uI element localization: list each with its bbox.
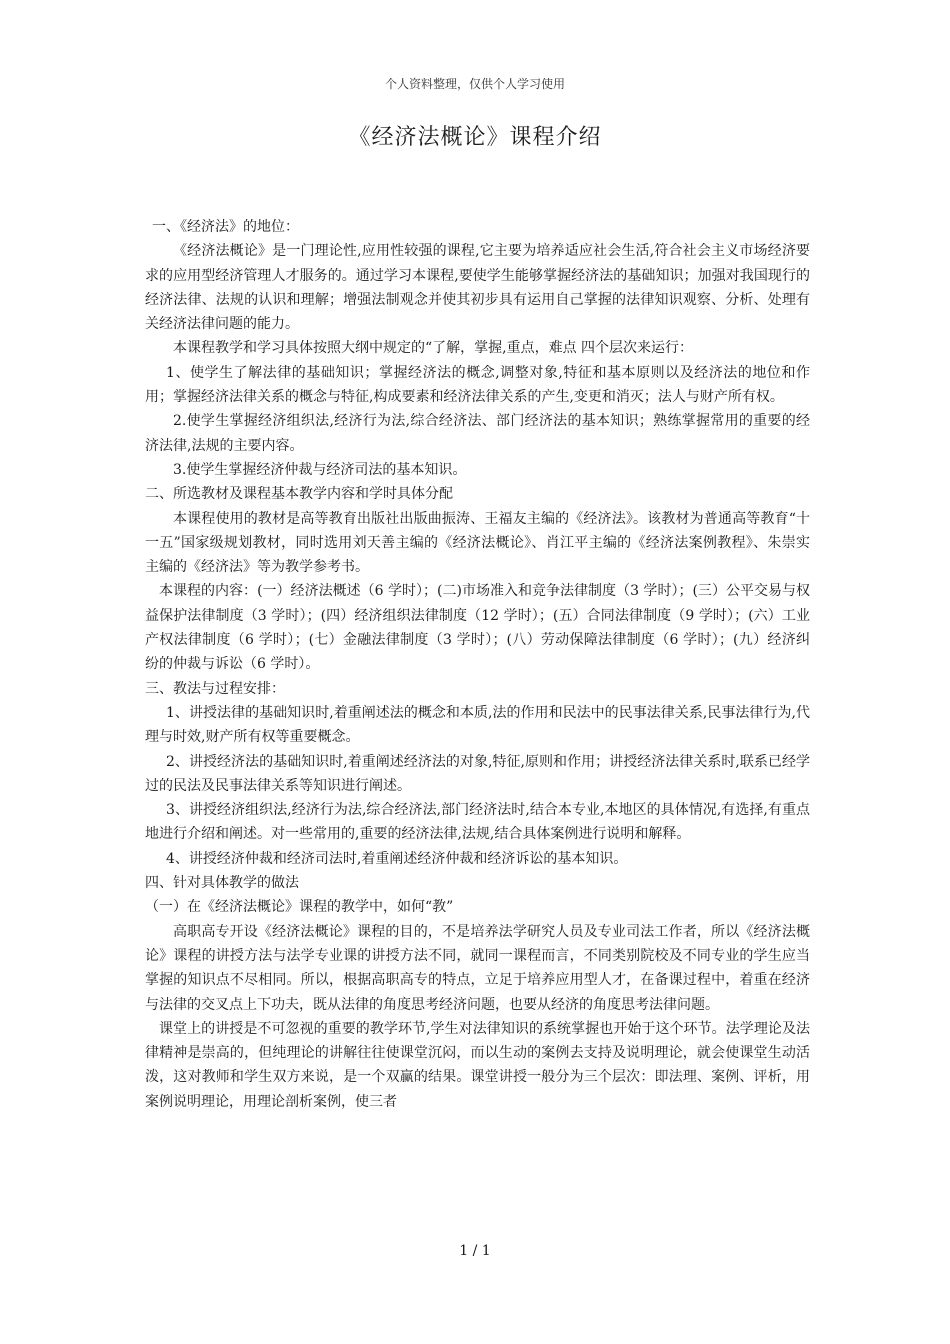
paragraph: 《经济法概论》是一门理论性,应用性较强的课程,它主要为培养适应社会生活,符合社会主义市场经济要求的应用型经济管理人才服务的。通过学习本课程,要使学生能够掌握经济法的基础知识；加强对我国现行的经济法律、法规的认识和理解；增强法制观念并使其初步具有运用自己掌握的法律知识观察、分析、处理有关经济法律问题的能力。 <box>145 243 810 333</box>
list-item: 1、使学生了解法律的基础知识；掌握经济法的概念,调整对象,特征和基本原则以及经济法的地位和作用；掌握经济法律关系的概念与特征,构成要素和经济法律关系的产生,变更和消灭；法人与财产所有权。 <box>145 364 810 406</box>
list-item: 4、讲授经济仲裁和经济司法时,着重阐述经济仲裁和经济诉讼的基本知识。 <box>166 850 628 867</box>
section-heading-1: 一、《经济法》的地位： <box>152 219 299 235</box>
document-body <box>145 215 810 1114</box>
paragraph: 高职高专开设《经济法概论》课程的目的，不是培养法学研究人员及专业司法工作者，所以《经济法概论》课程的讲授方法与法学专业课的讲授方法不同，就同一课程而言，不同类别院校及不同专业的学生应当掌握的知识点不尽相同。所以，根据高职高专的特点，立足于培养应用型人才，在备课过程中，着重在经济与法律的交叉点上下功夫，既从法律的角度思考经济问题，也要从经济的角度思考法律问题。 <box>145 923 810 1013</box>
subsection-heading: （一）在《经济法概论》课程的教学中，如何“教” <box>145 899 454 916</box>
paragraph: 课堂上的讲授是不可忽视的重要的教学环节,学生对法律知识的系统掌握也开始于这个环节。法学理论及法律精神是崇高的，但纯理论的讲解往往使课堂沉闷，而以生动的案例去支持及说明理论，就会使课堂生动活泼，这对教师和学生双方来说，是一个双赢的结果。课堂讲授一般分为三个层次：即法理、案例、评析，用案例说明理论，用理论剖析案例，使三者 <box>145 1020 810 1110</box>
section-heading-3: 三、教法与过程安排： <box>145 680 285 697</box>
list-item: 2、讲授经济法的基础知识时,着重阐述经济法的对象,特征,原则和作用；讲授经济法律关系时,联系已经学过的民法及民事法律关系等知识进行阐述。 <box>145 753 810 794</box>
header-note: 个人资料整理，仅供个人学习使用 <box>384 77 565 91</box>
paragraph: 本课程使用的教材是高等教育出版社出版曲振涛、王福友主编的《经济法》。该教材为普通高等教育“十一五”国家级规划教材，同时选用刘天善主编的《经济法概论》、肖江平主编的《经济法案例教程》、朱崇实主编的《经济法》等为教学参考书。 <box>145 510 810 576</box>
list-item: 2.使学生掌握经济组织法,经济行为法,综合经济法、部门经济法的基本知识；熟练掌握常用的重要的经济法律,法规的主要内容。 <box>145 413 810 454</box>
list-item: 3.使学生掌握经济仲裁与经济司法的基本知识。 <box>173 461 467 478</box>
document-title: 《经济法概论》课程介绍 <box>348 125 602 150</box>
list-item: 1、讲授法律的基础知识时,着重阐述法的概念和本质,法的作用和民法中的民事法律关系,民事法律行为,代理与时效,财产所有权等重要概念。 <box>145 704 810 746</box>
section-heading-4: 四、针对具体教学的做法 <box>145 875 299 892</box>
paragraph: 本课程教学和学习具体按照大纲中规定的“了解，掌握,重点，难点 四个层次来运行： <box>173 340 694 357</box>
paragraph: 本课程的内容：(一）经济法概述（6 学时）；(二)市场准入和竞争法律制度（3 学时）；(三）公平交易与权益保护法律制度（3 学时）；(四）经济组织法律制度（12 学时）；(五）合同法律制度（9 学时）；(六）工业产权法律制度（6 学时）；(七）金融法律制度（3 学时）；(八）劳动保障法律制度（6 学时）；(九）经济纠纷的仲裁与诉讼（6 学时）。 <box>145 583 810 673</box>
list-item: 3、讲授经济组织法,经济行为法,综合经济法,部门经济法时,结合本专业,本地区的具体情况,有选择,有重点地进行介绍和阐述。对一些常用的,重要的经济法律,法规,结合具体案例进行说明和解释。 <box>145 802 810 843</box>
section-heading-2: 二、所选教材及课程基本教学内容和学时具体分配 <box>145 486 453 503</box>
page-number: 1 / 1 <box>459 1243 491 1259</box>
